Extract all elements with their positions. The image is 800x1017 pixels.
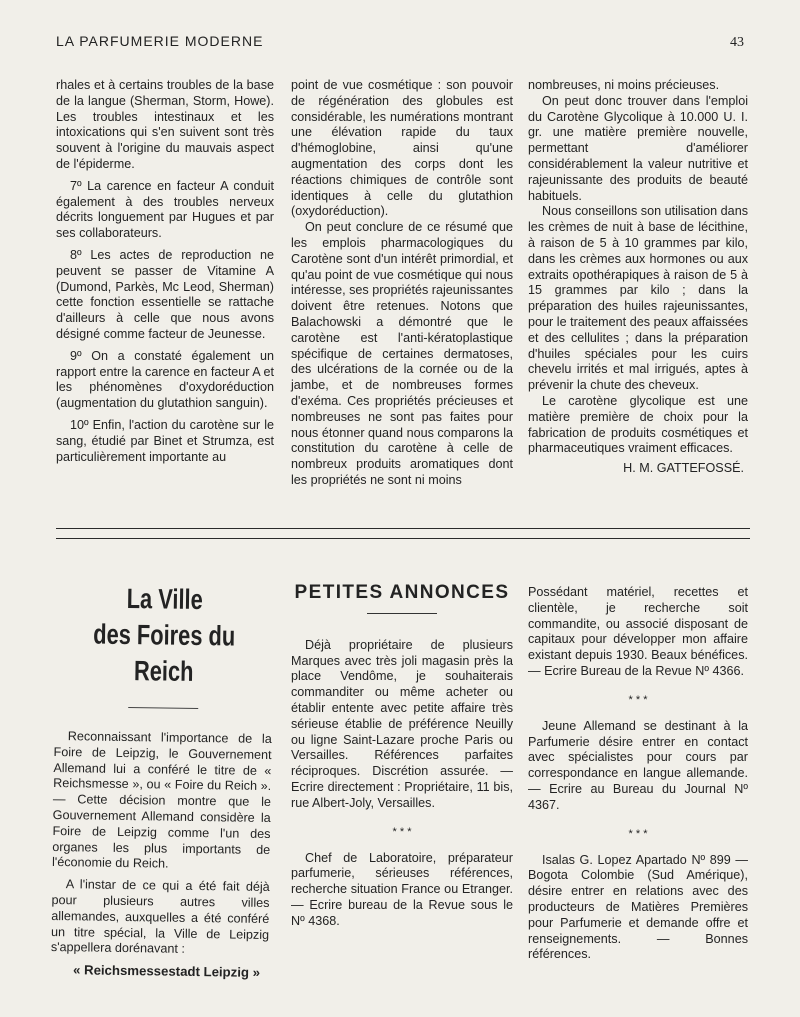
section-rule-bottom (56, 538, 750, 539)
classified-ad: Possédant matériel, recettes et clientèle, je recherche soit commandite, ou associé disposant de capitaux pour développer mon affaire existant depuis 1930. Beaux bénéfices. — Ecrire Bureau de la Revue Nº 4366. (528, 585, 748, 678)
paragraph: 10º Enfin, l'action du carotène sur le sang, étudié par Binet et Strumza, est particulièrement importante au (56, 417, 274, 464)
classified-ad: Chef de Laboratoire, préparateur parfumerie, sérieuses références, recherche situation France ou Etranger. — Ecrire bureau de la Revue sous le Nº 4368. (291, 850, 513, 928)
ville-slogan: « Reichsmessestadt Leipzig » (72, 962, 261, 981)
paragraph: 9º On a constaté également un rapport entre la carence en facteur A et les phénomènes d'oxydoréduction (augmentation du glutathion sanguin). (56, 348, 274, 411)
paragraph: 7º La carence en facteur A conduit également à des troubles nerveux décrits longuement par Hugues et par ses collaborateurs. (56, 178, 274, 241)
paragraph: nombreuses, ni moins précieuses. (528, 78, 720, 92)
paragraph: rhales et à certains troubles de la base de la langue (Sherman, Storm, Howe). Les troubles intestinaux et les intoxications qui s'en suivent sont très souvent à l'origine du mauvais aspect de l'épiderme. (56, 78, 274, 171)
paragraph: Le carotène glycolique est une matière première de choix pour la fabrication de produits cosmétiques et pharmaceutiques vraiment efficaces. (528, 393, 748, 456)
asterism-separator: * * * (628, 693, 648, 706)
asterism-separator: * * * (392, 825, 412, 838)
annonces-title: PETITES ANNONCES (294, 582, 510, 603)
annonces-column-2 (528, 585, 748, 963)
classified-ad: Jeune Allemand se destinant à la Parfumerie désire entrer en contact avec spécialistes pour cours par correspondance en langue allemande. — Ecrire au Bureau du Journal Nº 4367. (528, 718, 748, 812)
classified-ad: Isalas G. Lopez Apartado Nº 899 — Bogota Colombie (Sud Amérique), désire entrer en relations avec des producteurs de Matières Premières pour Parfumerie et demande offre et renseignements. — Bonnes références. (528, 852, 748, 962)
author-signature: H. M. GATTEFOSSÉ. (623, 461, 744, 476)
ville-notice (50, 580, 274, 981)
paragraph: 8º Les actes de reproduction ne peuvent se passer de Vitamine A (Dumond, Parkès, Mc Leod, Sherman) cette fonction essentielle se rattache d'ailleurs à celle que nous avons désigné comme facteur de Jeunesse. (56, 247, 274, 341)
annonces-divider (367, 613, 437, 614)
paragraph: On peut conclure de ce résumé que les emplois pharmacologiques du Carotène sont d'un intérêt primordial, et qu'au point de vue cosmétique qui nous intéresse, ses propriétés rajeunissantes doivent être retenues. Notons que Balachowski a démontré que le carotène est l'anti-kératoplastique spécifique de certaines dermatoses, des ulcérations de la cornée ou de la jambe, et de nombreuses formes d'exéma. Ces propriétés précieuses et nombreuses ne sont pas faites pour nous étonner quand nous comparons la constitution du carotène à celle de nombreux produits aromatiques dont les propriétés ne sont ni moins (291, 220, 513, 487)
running-title: LA PARFUMERIE MODERNE (56, 33, 264, 49)
asterism-separator: * * * (628, 827, 648, 840)
article-column-3 (528, 78, 748, 477)
paragraph: A l'instar de ce qui a été fait déjà pour plusieurs autres villes allemandes, auxquelles a été conféré un titre spécial, la Ville de Leipzig s'appellera dorénavant : (50, 877, 270, 957)
ville-divider (128, 707, 198, 709)
annonces-column-1 (291, 582, 513, 930)
paragraph: On peut donc trouver dans l'emploi du Carotène Glycolique à 10.000 U. I. gr. une matière première nouvelle, permettant d'améliorer considérablement la valeur nutritive et rajeunissante des produits de beauté habituels. (528, 93, 748, 203)
section-rule-top (56, 528, 750, 529)
article-column-1 (56, 78, 274, 465)
paragraph: Nous conseillons son utilisation dans les crèmes de nuit à base de lécithine, à raison de 5 à 10 grammes par kilo, dans les crèmes aux hormones ou aux extraits opothérapiques à raison de 5 à 15 grammes par kilo ; dans la préparation des huiles rajeunissantes, pour le traitement des peaux affaissées et des cellulites ; dans la préparation d'huiles spéciales pour les cuirs chevelu irrités et mal irrigués, aptes à prévenir la chute des cheveux. (528, 204, 748, 393)
article-column-2 (291, 78, 513, 489)
ville-title-line-2: des Foires du Reich (93, 618, 236, 687)
paragraph: Reconnaissant l'importance de la Foire de Leipzig, le Gouvernement Allemand lui a conféré le titre de « Reichsmesse », ou « Foire du Reich ». — Cette décision montre que le Gouvernement Allemand considère la Foire de Leipzig comme l'un des organes les plus importants de l'économie du Reich. (51, 729, 272, 871)
paragraph: point de vue cosmétique : son pouvoir de régénération des globules est considérable, les numérations montrant une élévation rapide du taux d'hémoglobine, ainsi qu'une augmentation des corps dont les réactions chimiques de contrôle sont identiques à celle du glutathion (oxydoréduction). (291, 78, 513, 219)
page-number: 43 (730, 35, 744, 50)
ville-title-line-1: La Ville (126, 582, 203, 616)
classified-ad: Déjà propriétaire de plusieurs Marques avec très joli magasin près la place Vendôme, je souhaiterais commanditer ou même acheter ou établir entente avec petite affaire très sérieuse établie de préférence Neuilly ou ligne Saint-Lazare proche Paris ou Versailles. Références parfaites réciproques. Discrétion assurée. — Ecrire directement : Propriétaire, 11 bis, rue Albert-Joly, Versailles. (291, 637, 513, 810)
